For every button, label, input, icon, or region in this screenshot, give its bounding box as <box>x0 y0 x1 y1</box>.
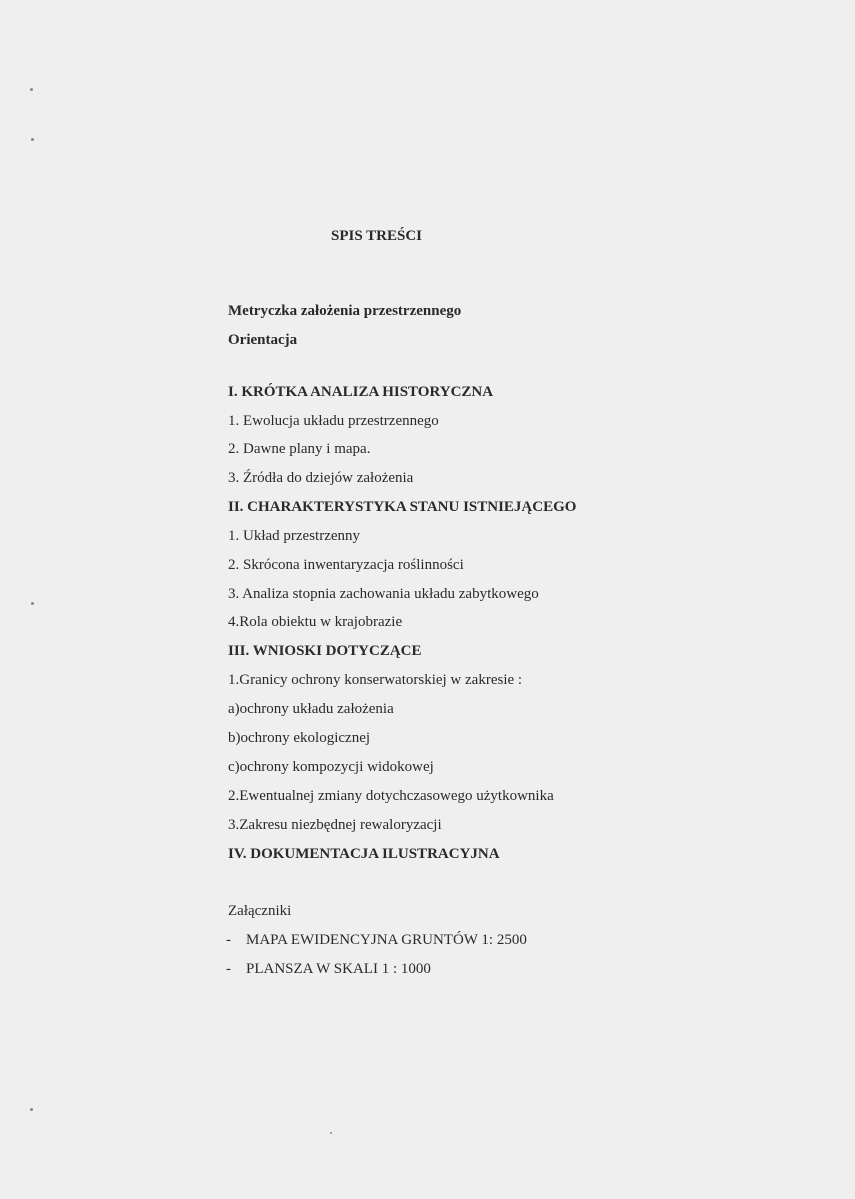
toc-item: 4.Rola obiektu w krajobrazie <box>228 614 403 630</box>
toc-section-heading: I. KRÓTKA ANALIZA HISTORYCZNA <box>228 384 494 400</box>
toc-item: b)ochrony ekologicznej <box>228 730 371 746</box>
toc-intro-item: Orientacja <box>228 332 298 348</box>
binder-hole-mark <box>30 1108 33 1111</box>
binder-hole-mark <box>31 138 34 141</box>
toc-intro-item: Metryczka założenia przestrzennego <box>228 303 462 319</box>
toc-section-heading: IV. DOKUMENTACJA ILUSTRACYJNA <box>228 846 500 862</box>
toc-item: a)ochrony układu założenia <box>228 701 394 717</box>
list-dash: - <box>226 932 231 948</box>
toc-item: 1.Granicy ochrony konserwatorskiej w zakresie : <box>228 672 523 688</box>
toc-item: 2.Ewentualnej zmiany dotychczasowego użytkownika <box>228 788 554 804</box>
toc-section-heading: II. CHARAKTERYSTYKA STANU ISTNIEJĄCEGO <box>228 499 577 515</box>
list-dash: - <box>226 961 231 977</box>
paper-speck <box>330 1132 332 1134</box>
toc-item: 3. Źródła do dziejów założenia <box>228 470 414 486</box>
toc-section-heading: III. WNIOSKI DOTYCZĄCE <box>228 643 422 659</box>
binder-hole-mark <box>31 602 34 605</box>
toc-item: c)ochrony kompozycji widokowej <box>228 759 434 775</box>
toc-item: 1. Układ przestrzenny <box>228 528 361 544</box>
attachment-item: MAPA EWIDENCYJNA GRUNTÓW 1: 2500 <box>246 932 527 948</box>
attachments-label: Załączniki <box>228 903 292 919</box>
page-title: SPIS TREŚCI <box>331 228 423 244</box>
toc-item: 3. Analiza stopnia zachowania układu zabytkowego <box>228 586 539 602</box>
toc-item: 1. Ewolucja układu przestrzennego <box>228 413 439 429</box>
toc-item: 2. Skrócona inwentaryzacja roślinności <box>228 557 464 573</box>
binder-hole-mark <box>30 88 33 91</box>
toc-item: 3.Zakresu niezbędnej rewaloryzacji <box>228 817 442 833</box>
attachment-item: PLANSZA W SKALI 1 : 1000 <box>246 961 431 977</box>
toc-item: 2. Dawne plany i mapa. <box>228 441 371 457</box>
